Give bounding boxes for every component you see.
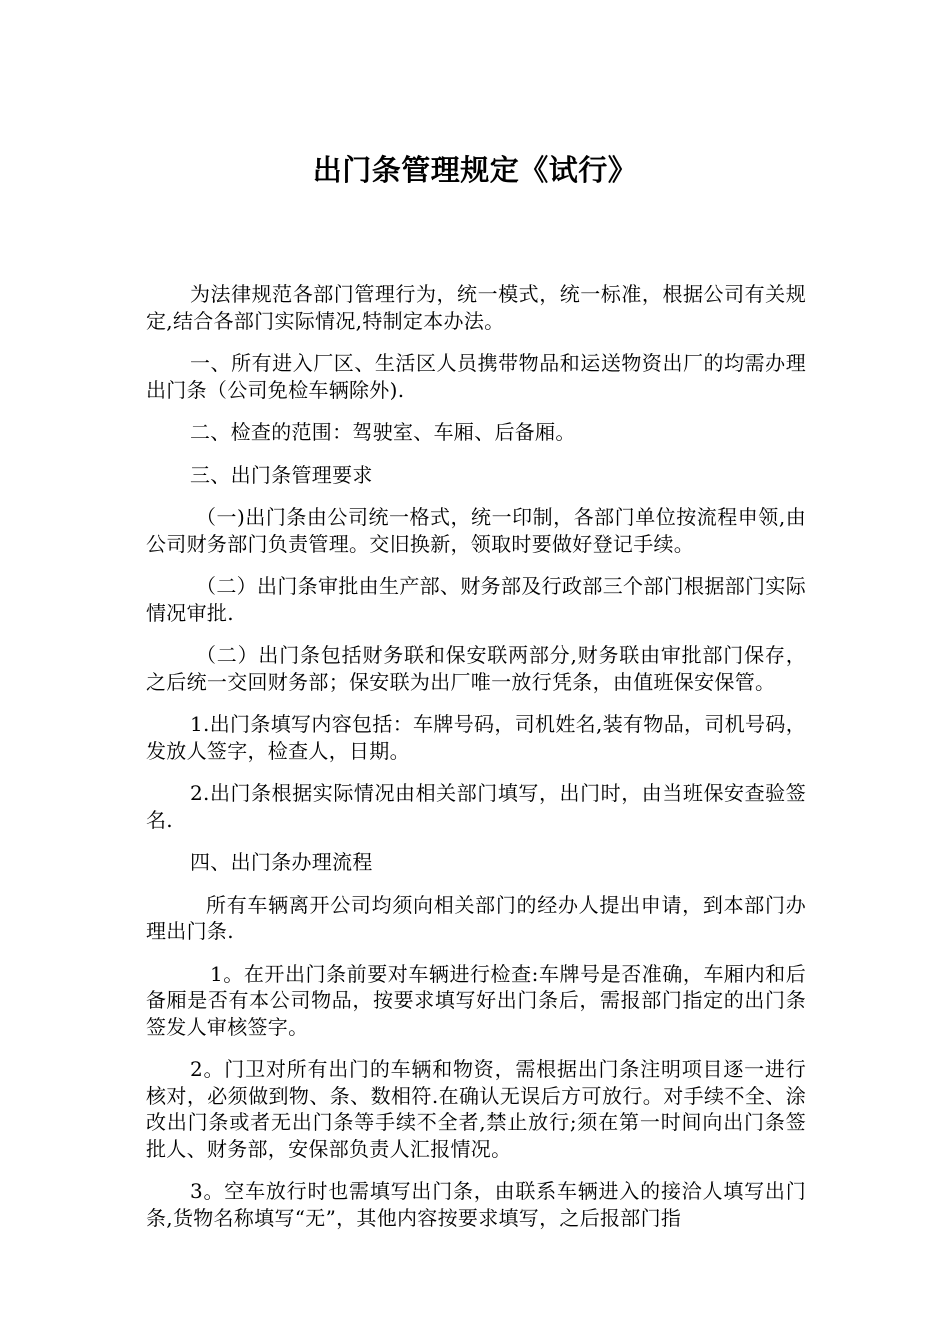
heading-section-3: 三、出门条管理要求 (190, 462, 373, 487)
paragraph-item-two-b: （二）出门条包括财务联和保安联两部分,财务联由审批部门保存，之后统一交回财务部；保安联为出厂唯一放行凭条，由值班保安保管。 (146, 643, 806, 694)
paragraph-process-1: 1。在开出门条前要对车辆进行检查:车牌号是否准确，车厢内和后备厢是否有本公司物品，按要求填写好出门条后，需报部门指定的出门条签发人审核签字。 (146, 961, 806, 1039)
paragraph-intro: 为法律规范各部门管理行为，统一模式，统一标准，根据公司有关规定,结合各部门实际情况,特制定本办法。 (146, 282, 806, 333)
paragraph-process-2: 2。门卫对所有出门的车辆和物资，需根据出门条注明项目逐一进行核对，必须做到物、条、数相符.在确认无误后方可放行。对手续不全、涂改出门条或者无出门条等手续不全者,禁止放行;须在第一时间向出门条签批人、财务部，安保部负责人汇报情况。 (146, 1057, 806, 1161)
paragraph-item-one: （一)出门条由公司统一格式，统一印制，各部门单位按流程申领,由公司财务部门负责管理。交旧换新，领取时要做好登记手续。 (146, 505, 806, 556)
paragraph-rule-1: 1.出门条填写内容包括：车牌号码，司机姓名,装有物品，司机号码，发放人签字，检查人，日期。 (146, 712, 806, 763)
paragraph-section-2: 二、检查的范围：驾驶室、车厢、后备厢。 (190, 420, 576, 444)
paragraph-item-two: （二）出门条审批由生产部、财务部及行政部三个部门根据部门实际情况审批. (146, 574, 806, 625)
paragraph-process-intro: 所有车辆离开公司均须向相关部门的经办人提出申请，到本部门办理出门条. (146, 892, 806, 943)
paragraph-process-3: 3。空车放行时也需填写出门条，由联系车辆进入的接洽人填写出门条,货物名称填写“无”，其他内容按要求填写，之后报部门指 (146, 1179, 806, 1230)
document-body (146, 281, 806, 1247)
heading-section-4: 四、出门条办理流程 (190, 850, 373, 874)
paragraph-rule-2: 2.出门条根据实际情况由相关部门填写，出门时，由当班保安查验签名. (146, 781, 806, 832)
document-title: 出门条管理规定《试行》 (312, 153, 638, 187)
paragraph-section-1: 一、所有进入厂区、生活区人员携带物品和运送物资出厂的均需办理出门条（公司免检车辆除外). (146, 351, 806, 402)
